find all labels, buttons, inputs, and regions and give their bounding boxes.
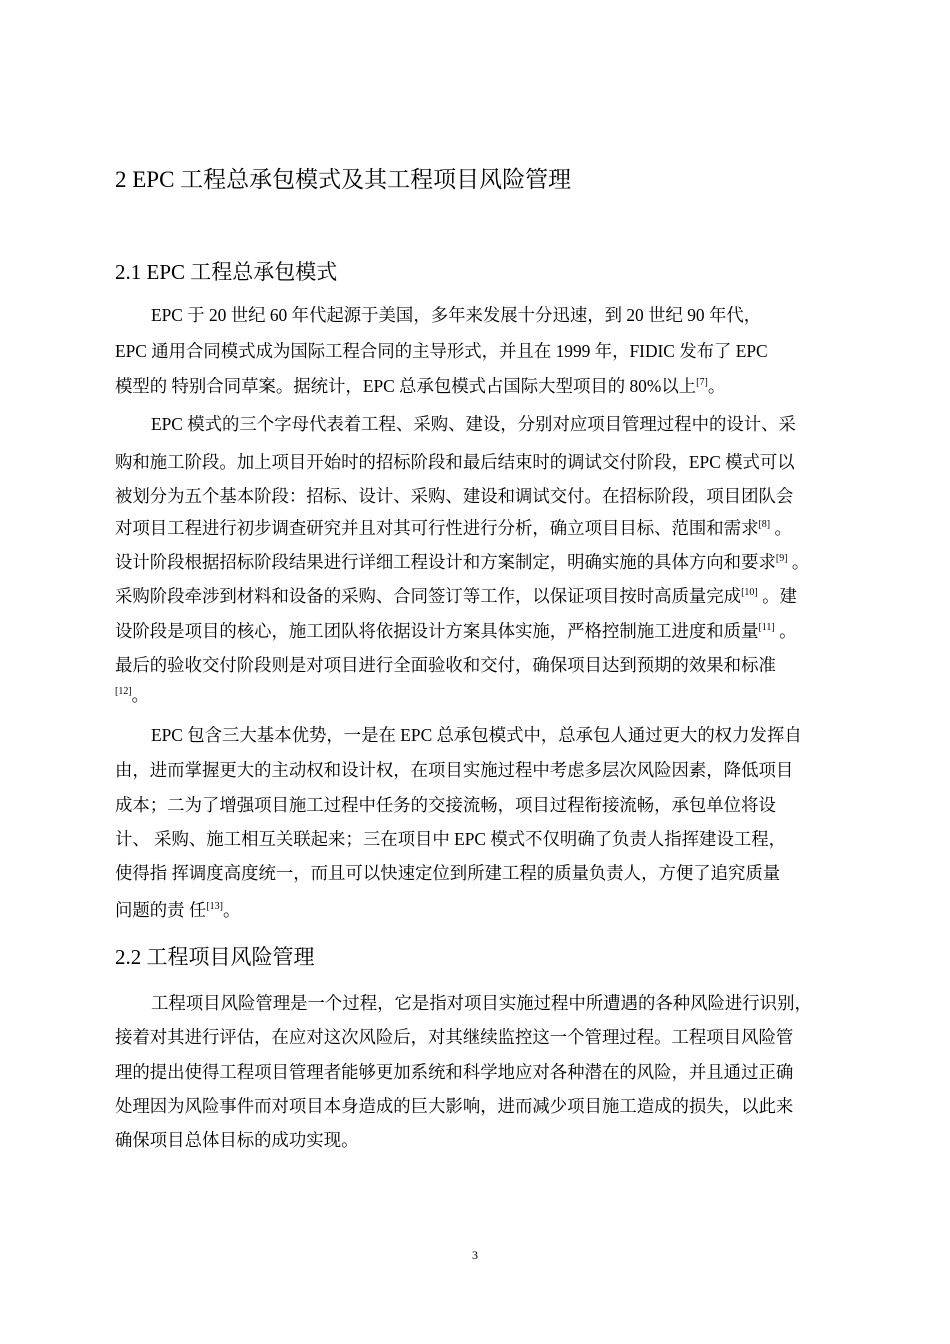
paragraph-line: 使得指 挥调度高度统一，而且可以快速定位到所建工程的质量负责人，方便了追究质量	[115, 863, 781, 883]
paragraph-line: 被划分为五个基本阶段：招标、设计、采购、建设和调试交付。在招标阶段，项目团队会	[115, 486, 794, 506]
paragraph-line: [12]。	[115, 685, 150, 705]
citation: [8]	[758, 519, 771, 531]
paragraph-line: 模型的 特别合同草案。据统计，EPC 总承包模式占国际大型项目的 80%以上[7]。	[115, 376, 726, 396]
page-number: 3	[472, 1248, 478, 1262]
paragraph-line: 确保项目总体目标的成功实现。	[115, 1130, 359, 1150]
subsection-heading-2-1: 2.1 EPC 工程总承包模式	[115, 260, 338, 284]
paragraph-line: 购和施工阶段。加上项目开始时的招标阶段和最后结束时的调试交付阶段，EPC 模式可以	[115, 452, 795, 472]
citation: [7]	[696, 377, 708, 389]
paragraph-line: 理的提出使得工程项目管理者能够更加系统和科学地应对各种潜在的风险，并且通过正确	[115, 1062, 794, 1082]
citation: [13]	[206, 901, 223, 913]
subsection-heading-2-2: 2.2 工程项目风险管理	[115, 945, 315, 969]
citation: [10]	[741, 587, 758, 599]
paragraph-line: EPC 模式的三个字母代表着工程、采购、建设，分别对应项目管理过程中的设计、采	[151, 414, 796, 434]
paragraph-line: 设计阶段根据招标阶段结果进行详细工程设计和方案制定，明确实施的具体方向和要求[9] 。	[115, 552, 810, 572]
citation: [9]	[775, 553, 788, 565]
section-heading: 2 EPC 工程总承包模式及其工程项目风险管理	[115, 167, 572, 192]
paragraph-line: EPC 于 20 世纪 60 年代起源于美国，多年来发展十分迅速，到 20 世纪 90 年代，	[151, 305, 762, 325]
paragraph-line: 计、 采购、施工相互关联起来；三在项目中 EPC 模式不仅明确了负责人指挥建设工程，	[115, 829, 787, 849]
paragraph-line: 采购阶段牵涉到材料和设备的采购、合同签订等工作，以保证项目按时高质量完成[10] 。建	[115, 586, 797, 606]
paragraph-line: 设阶段是项目的核心，施工团队将依据设计方案具体实施，严格控制施工进度和质量[11] 。	[115, 621, 797, 641]
paragraph-line: 问题的责 任[13]。	[115, 900, 241, 920]
paragraph-line: 最后的验收交付阶段则是对项目进行全面验收和交付，确保项目达到预期的效果和标准	[115, 655, 776, 675]
citation: [11]	[758, 622, 775, 634]
paragraph-line: 由，进而掌握更大的主动权和设计权，在项目实施过程中考虑多层次风险因素，降低项目	[115, 760, 794, 780]
citation: [12]	[115, 686, 132, 698]
paragraph-line: 处理因为风险事件而对项目本身造成的巨大影响，进而减少项目施工造成的损失，以此来	[115, 1096, 794, 1116]
paragraph-line: 对项目工程进行初步调查研究并且对其可行性进行分析，确立项目目标、范围和需求[8] 。	[115, 518, 792, 538]
paragraph-line: EPC 包含三大基本优势，一是在 EPC 总承包模式中，总承包人通过更大的权力发挥自	[151, 725, 802, 745]
paragraph-line: 接着对其进行评估，在应对这次风险后，对其继续监控这一个管理过程。工程项目风险管	[115, 1027, 794, 1047]
paragraph-line: 工程项目风险管理是一个过程，它是指对项目实施过程中所遭遇的各种风险进行识别，	[151, 993, 812, 1013]
paragraph-line: 成本；二为了增强项目施工过程中任务的交接流畅，项目过程衔接流畅，承包单位将设	[115, 795, 776, 815]
paragraph-line: EPC 通用合同模式成为国际工程合同的主导形式，并且在 1999 年，FIDIC 发布了 EPC	[115, 341, 768, 361]
